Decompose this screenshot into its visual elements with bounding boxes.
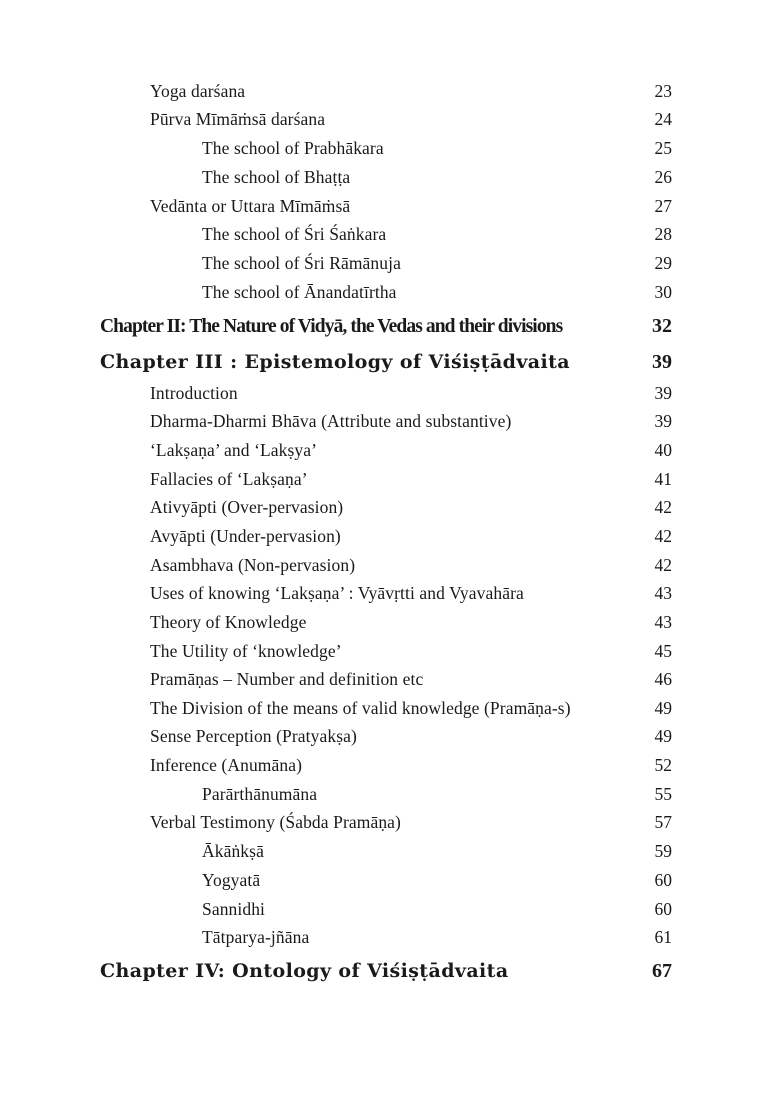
toc-entry-page-number: 57	[654, 812, 672, 832]
toc-entry-title: Yoga darśana	[150, 81, 246, 101]
toc-entry-title: Yogyatā	[202, 870, 261, 890]
toc-entry	[0, 808, 780, 837]
toc-entry-title: The Division of the means of valid knowledge (Pramāṇa-s)	[150, 698, 571, 718]
toc-entry	[0, 220, 780, 249]
toc-entry	[0, 77, 780, 106]
toc-entry-title: Tātparya-jñāna	[202, 927, 310, 947]
toc-entry-title: Dharma-Dharmi Bhāva (Attribute and substantive)	[150, 411, 512, 431]
toc-entry-title: Verbal Testimony (Śabda Pramāṇa)	[150, 812, 401, 832]
toc-entry-title: The Utility of ‘knowledge’	[150, 641, 342, 661]
toc-entry-title: Avyāpti (Under-pervasion)	[150, 526, 341, 546]
toc-entry	[0, 751, 780, 780]
toc-entry-page-number: 42	[654, 555, 672, 575]
toc-entry-title: Asambhava (Non-pervasion)	[150, 555, 356, 575]
toc-entry	[0, 665, 780, 694]
toc-entry	[0, 465, 780, 494]
toc-entry-page-number: 27	[654, 196, 672, 216]
toc-entry-page-number: 45	[654, 641, 672, 661]
toc-entry	[0, 551, 780, 580]
toc-entry-title: The school of Śri Rāmānuja	[202, 253, 401, 273]
toc-entry-title: Parārthānumāna	[202, 784, 318, 804]
toc-entry-title: ‘Lakṣaṇa’ and ‘Lakṣya’	[150, 440, 318, 460]
toc-entry	[0, 722, 780, 751]
toc-entry-page-number: 30	[654, 282, 672, 302]
toc-entry-title: Theory of Knowledge	[150, 612, 307, 632]
toc-entry	[0, 493, 780, 522]
toc-entry-page-number: 39	[654, 411, 672, 431]
toc-entry-page-number: 23	[654, 81, 672, 101]
toc-entry-page-number: 49	[654, 726, 672, 746]
toc-entry-page-number: 40	[654, 440, 672, 460]
toc-entry-page-number: 61	[654, 927, 672, 947]
toc-entry-page-number: 43	[654, 612, 672, 632]
toc-entry	[0, 192, 780, 221]
toc-entry-page-number: 26	[654, 167, 672, 187]
toc-entry	[0, 105, 780, 134]
toc-entry-page-number: 60	[654, 899, 672, 919]
toc-entry-page-number: 24	[654, 109, 672, 129]
chapter-page-number: 32	[652, 315, 672, 337]
toc-entry-title: The school of Śri Śaṅkara	[202, 224, 387, 244]
toc-entry-title: The school of Ānandatīrtha	[202, 282, 397, 302]
toc-entry	[0, 249, 780, 278]
toc-entry-page-number: 29	[654, 253, 672, 273]
chapter-page-number: 39	[652, 351, 672, 373]
toc-entry-page-number: 60	[654, 870, 672, 890]
toc-entry-page-number: 46	[654, 669, 672, 689]
toc-entry	[0, 163, 780, 192]
toc-entry-title: Vedānta or Uttara Mīmāṁsā	[150, 196, 351, 216]
chapter-title: Chapter II: The Nature of Vidyā, the Vedas and their divisions	[100, 316, 563, 337]
toc-entry	[0, 278, 780, 307]
chapter-title: Chapter III : Epistemology of Viśiṣṭādvaita	[100, 351, 571, 373]
toc-entry	[0, 895, 780, 924]
toc-entry-title: Ativyāpti (Over-pervasion)	[150, 497, 344, 517]
toc-entry	[0, 866, 780, 895]
chapter-title: Chapter IV: Ontology of Viśiṣṭādvaita	[100, 960, 509, 982]
chapter-page-number: 67	[652, 960, 672, 982]
toc-entry	[0, 780, 780, 809]
toc-entry-page-number: 41	[654, 469, 672, 489]
toc-chapter-heading	[0, 348, 780, 377]
toc-entry-page-number: 42	[654, 497, 672, 517]
toc-chapter-heading	[0, 312, 780, 341]
toc-entry-title: Fallacies of ‘Lakṣaṇa’	[150, 469, 308, 489]
toc-entry	[0, 608, 780, 637]
toc-entry-title: Pūrva Mīmāṁsā darśana	[150, 109, 326, 129]
toc-entry-title: Sense Perception (Pratyakṣa)	[150, 726, 357, 746]
toc-entry-page-number: 59	[654, 841, 672, 861]
toc-entry	[0, 436, 780, 465]
toc-entry-title: The school of Prabhākara	[202, 138, 384, 158]
toc-entry	[0, 637, 780, 666]
toc-entry	[0, 579, 780, 608]
toc-entry	[0, 694, 780, 723]
toc-entry-page-number: 42	[654, 526, 672, 546]
toc-entry-page-number: 49	[654, 698, 672, 718]
toc-entry-page-number: 25	[654, 138, 672, 158]
toc-entry	[0, 837, 780, 866]
toc-entry-page-number: 55	[654, 784, 672, 804]
toc-entry-page-number: 43	[654, 583, 672, 603]
toc-entry	[0, 923, 780, 952]
toc-entry-page-number: 52	[654, 755, 672, 775]
toc-entry	[0, 379, 780, 408]
toc-entry-title: Ākāṅkṣā	[202, 841, 264, 861]
toc-entry-title: The school of Bhaṭṭa	[202, 167, 351, 187]
toc-entry	[0, 522, 780, 551]
toc-entry-title: Introduction	[150, 383, 238, 403]
toc-entry-page-number: 28	[654, 224, 672, 244]
toc-entry-title: Inference (Anumāna)	[150, 755, 303, 775]
toc-chapter-heading	[0, 957, 780, 986]
toc-entry-title: Pramāṇas – Number and definition etc	[150, 669, 424, 689]
toc-entry	[0, 407, 780, 436]
toc-entry-title: Sannidhi	[202, 899, 266, 919]
toc-entry-title: Uses of knowing ‘Lakṣaṇa’ : Vyāvṛtti and Vyavahāra	[150, 583, 524, 603]
toc-entry	[0, 134, 780, 163]
toc-entry-page-number: 39	[654, 383, 672, 403]
